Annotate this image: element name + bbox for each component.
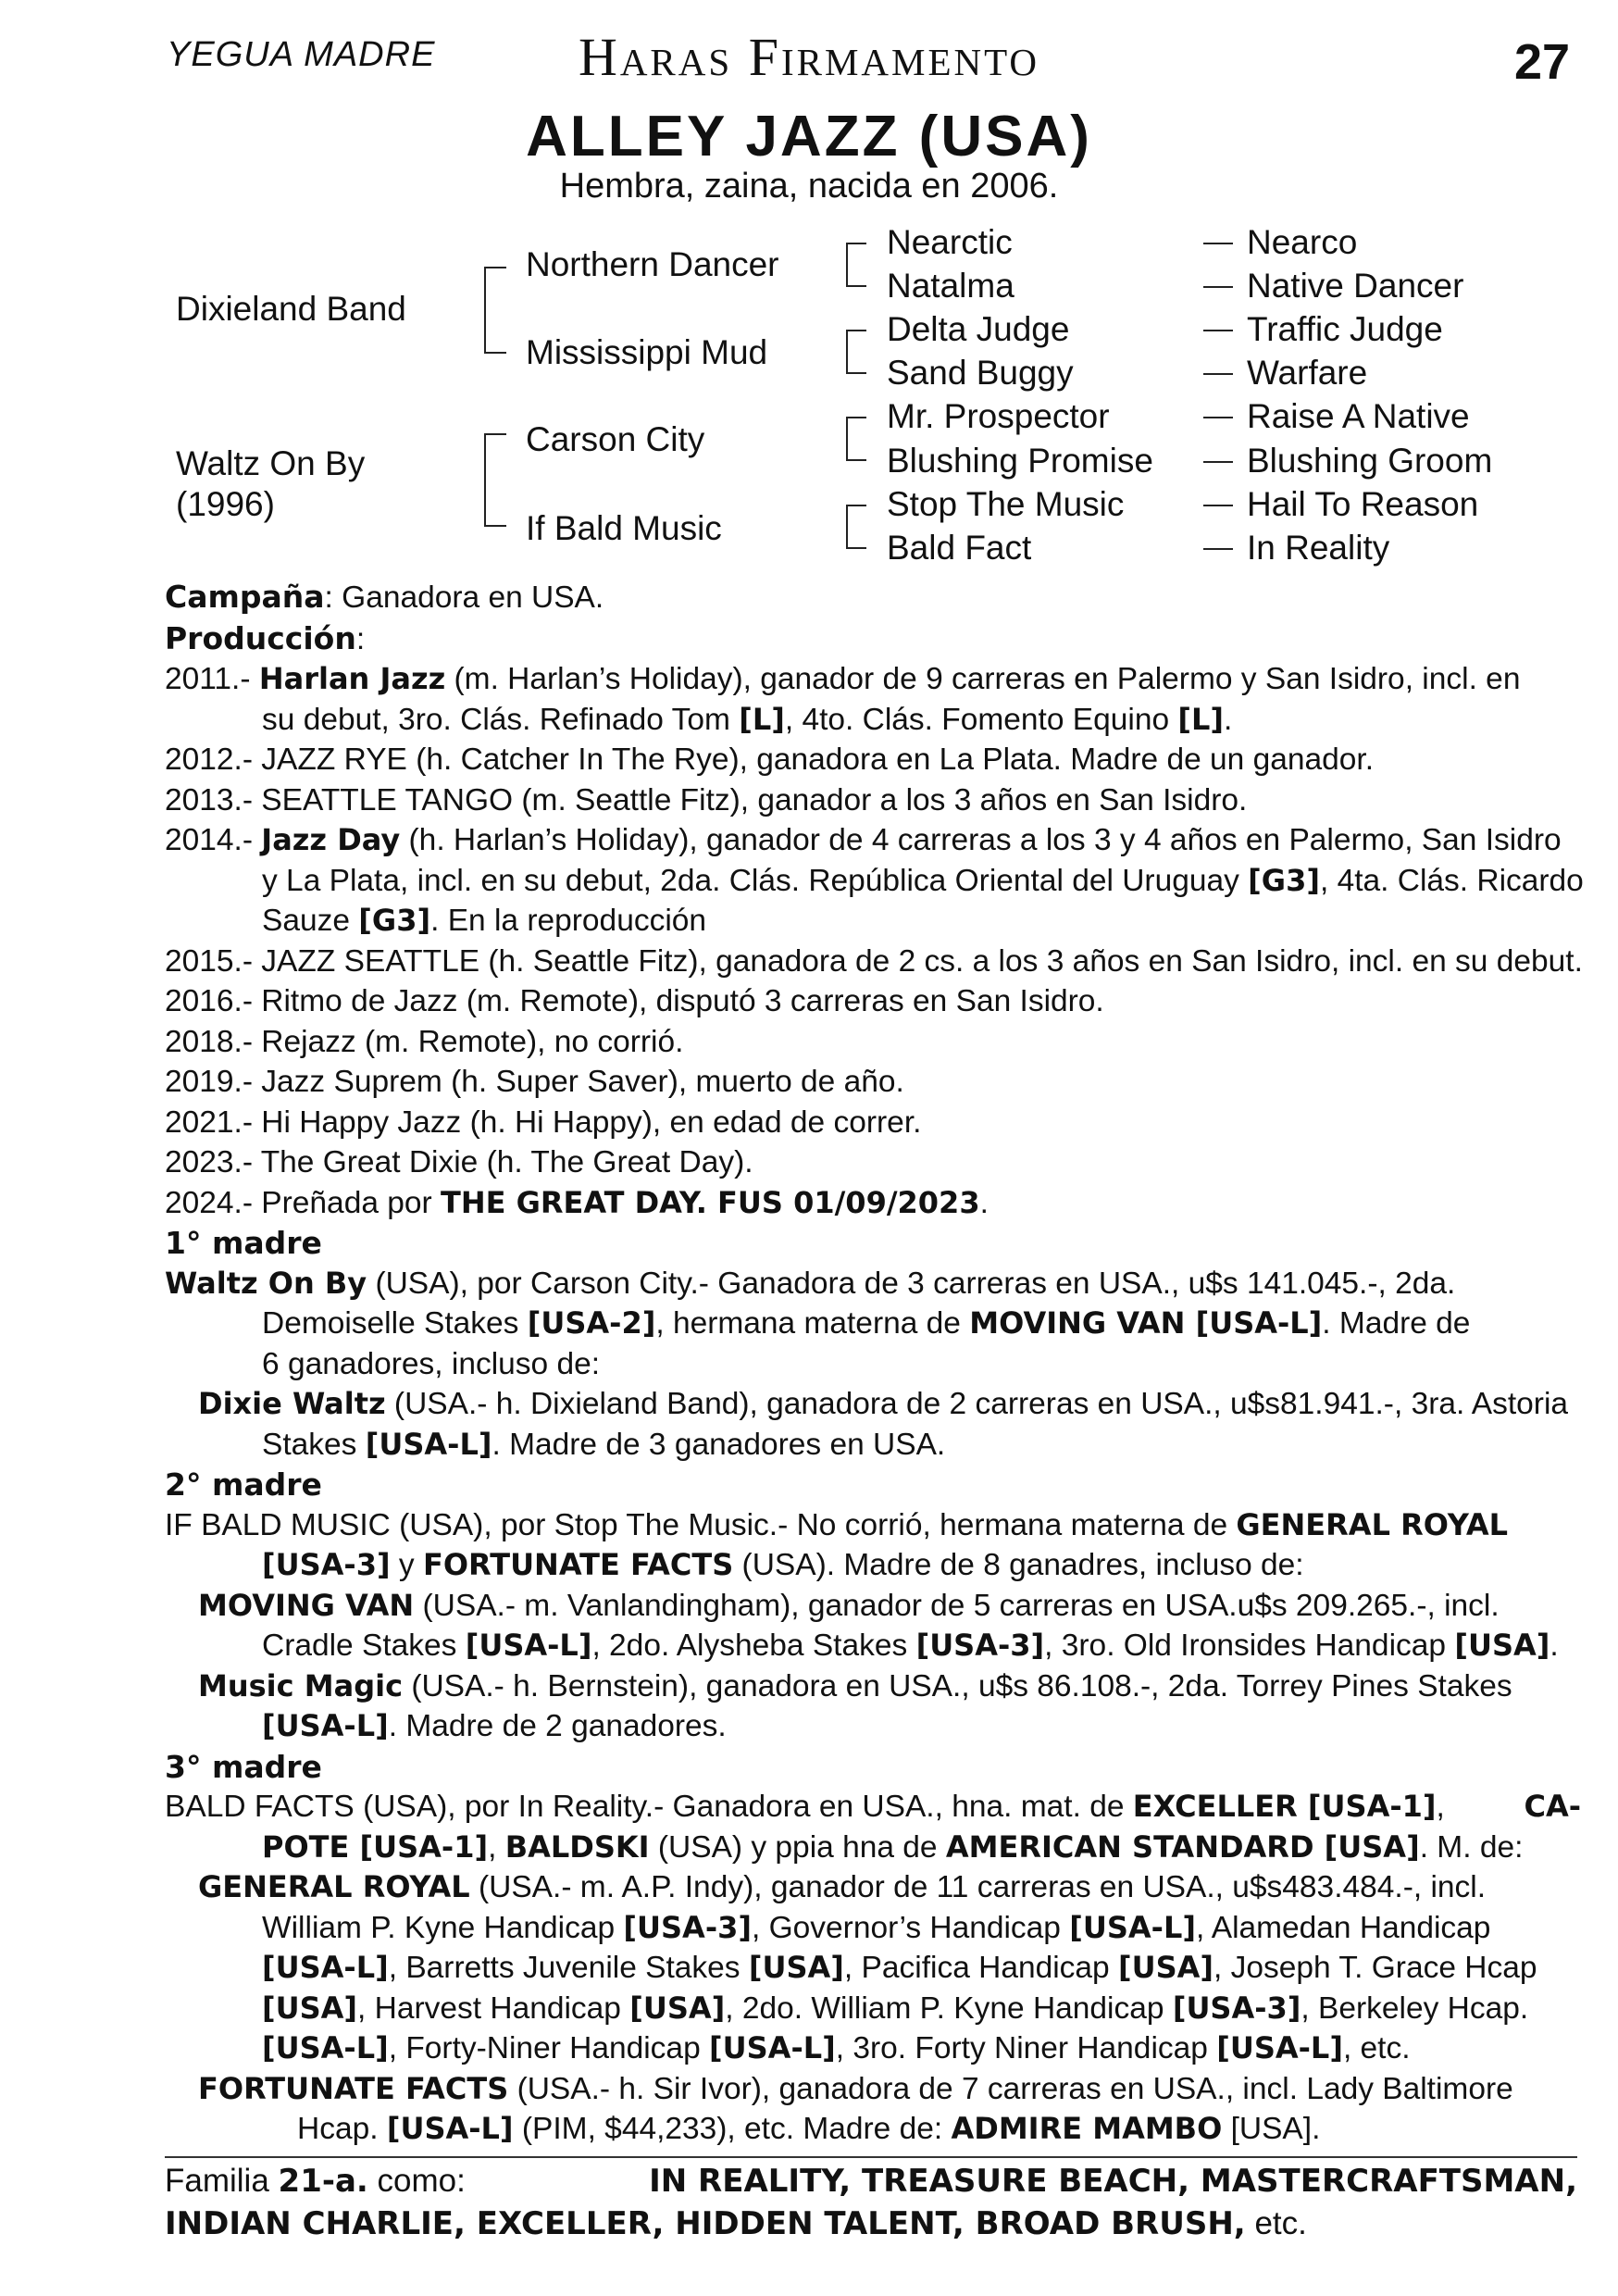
- pedigree-bracket: [846, 417, 866, 461]
- related-horse: EXCELLER [USA-1]: [1132, 1789, 1437, 1824]
- pedigree-sire: Dixieland Band: [176, 290, 406, 328]
- madre-text: BALD FACTS (USA), por In Reality.- Ganadora en USA., hna. mat. de: [165, 1790, 1133, 1824]
- offspring-text: .: [1550, 1628, 1559, 1663]
- offspring-text: Hcap.: [297, 2112, 387, 2146]
- madre-text: . M. de:: [1419, 1829, 1524, 1865]
- offspring-name: GENERAL ROYAL: [198, 1869, 470, 1904]
- pedigree-bracket: [846, 243, 866, 287]
- race-grade: [USA-L]: [365, 1426, 492, 1462]
- race-grade: [USA-3]: [623, 1909, 752, 1945]
- related-horse: AMERICAN STANDARD [USA]: [945, 1828, 1420, 1865]
- pedigree-gen2: If Bald Music: [526, 509, 722, 547]
- madre-text: . Madre de: [1322, 1306, 1471, 1341]
- pedigree-dash: [1203, 417, 1233, 418]
- offspring-name: FORTUNATE FACTS: [198, 2070, 509, 2106]
- pedigree-gen4: Native Dancer: [1247, 267, 1464, 305]
- familia-text: como:: [367, 2163, 466, 2199]
- race-grade: [USA-L]: [1216, 2030, 1343, 2065]
- madre2-line: [165, 1505, 1581, 1546]
- familia-line: [165, 2202, 1577, 2245]
- offspring-text: (PIM, $44,233), etc. Madre de:: [513, 2112, 952, 2146]
- horse-name: ALLEY JAZZ (USA): [526, 105, 1092, 168]
- offspring-text: , 3ro. Old Ironsides Handicap: [1044, 1628, 1455, 1663]
- produccion-entry-cont: [165, 861, 1584, 902]
- offspring-text: , Pacifica Handicap: [843, 1951, 1118, 1985]
- campana-line: [165, 577, 1581, 618]
- entry-text: su debut, 3ro. Clás. Refinado Tom: [262, 702, 740, 737]
- madre-text: (USA). Madre de 8 ganadres, incluso de:: [733, 1548, 1304, 1582]
- pedigree-gen3: Sand Buggy: [887, 354, 1074, 392]
- produccion-entry: 2013.- SEATTLE TANGO (m. Seattle Fitz), ganador a los 3 años en San Isidro.: [165, 782, 1248, 817]
- madre2-offspring-cont: [165, 1706, 1581, 1747]
- race-grade: [USA-3]: [262, 1547, 391, 1582]
- pedigree-bracket: [484, 433, 506, 527]
- madre-text: IF BALD MUSIC (USA), por Stop The Music.- No corrió, hermana materna de: [165, 1507, 1237, 1542]
- offspring-text: Stakes: [262, 1427, 366, 1462]
- madre3-line: [165, 1787, 1581, 1828]
- offspring-text: , Barretts Juvenile Stakes: [388, 1951, 749, 1985]
- offspring-name: Music Magic: [198, 1667, 404, 1703]
- offspring-text: , etc.: [1342, 2031, 1411, 2065]
- pedigree-dash: [1203, 373, 1233, 375]
- entry-text: (h. Harlan’s Holiday), ganador de 4 carreras a los 3 y 4 años en Palermo, San Isidro: [400, 823, 1562, 857]
- offspring-text: [USA].: [1222, 2112, 1321, 2146]
- race-grade: [USA-3]: [915, 1628, 1045, 1663]
- related-horse: CA-: [1524, 1789, 1581, 1824]
- race-grade: [L]: [739, 701, 785, 737]
- offspring-name: MOVING VAN: [198, 1587, 415, 1623]
- madre-name: Waltz On By: [165, 1265, 367, 1301]
- entry-year: 2024.- Preñada por: [165, 1185, 441, 1220]
- related-horse: ADMIRE MAMBO: [951, 2111, 1223, 2146]
- produccion-entry: [165, 659, 1581, 700]
- pedigree-gen4: Traffic Judge: [1247, 310, 1443, 348]
- produccion-entry: 2023.- The Great Dixie (h. The Great Day).: [165, 1145, 753, 1179]
- entry-year: 2014.-: [165, 823, 262, 857]
- entry-text: , 4to. Clás. Fomento Equino: [784, 702, 1178, 737]
- madre-text: y: [390, 1548, 423, 1582]
- pedigree-gen3: Delta Judge: [887, 310, 1070, 348]
- madre2-line: [165, 1545, 1581, 1586]
- pedigree-gen3: Nearctic: [887, 223, 1013, 261]
- madre3-offspring-cont: [165, 2109, 1581, 2150]
- pedigree-dash: [1203, 243, 1233, 244]
- entry-year: 2011.-: [165, 662, 259, 696]
- produccion-entry: 2018.- Rejazz (m. Remote), no corrió.: [165, 1024, 684, 1059]
- produccion-entry: 2016.- Ritmo de Jazz (m. Remote), disputó 3 carreras en San Isidro.: [165, 984, 1104, 1018]
- offspring-text: , Joseph T. Grace Hcap: [1214, 1951, 1537, 1985]
- pedigree-gen4: Raise A Native: [1247, 397, 1470, 435]
- related-horse: GENERAL ROYAL: [1236, 1506, 1509, 1542]
- footer-divider: [165, 2156, 1577, 2158]
- offspring-text: (USA.- h. Bernstein), ganadora en USA., u$s 86.108.-, 2da. Torrey Pines Stakes: [403, 1668, 1512, 1703]
- race-grade: [USA-3]: [1172, 1990, 1301, 2026]
- race-grade: [G3]: [358, 903, 431, 938]
- pedigree-gen3: Blushing Promise: [887, 442, 1153, 480]
- related-horse: FORTUNATE FACTS: [422, 1547, 734, 1582]
- madre1-offspring: [165, 1384, 1581, 1425]
- pedigree-bracket: [846, 505, 866, 549]
- familia-label: Familia: [165, 2163, 279, 2199]
- race-grade: [USA-L]: [262, 2030, 389, 2065]
- offspring-text: , Harvest Handicap: [357, 1990, 630, 2026]
- madre3-line: [165, 1828, 1581, 1868]
- campana-label: Campaña: [165, 579, 325, 615]
- offspring-text: , 2do. William P. Kyne Handicap: [725, 1990, 1173, 2026]
- offspring-text: William P. Kyne Handicap: [262, 1910, 624, 1945]
- produccion-entry: 2012.- JAZZ RYE (h. Catcher In The Rye), ganadora en La Plata. Madre de un ganador.: [165, 742, 1375, 777]
- race-grade: [USA-L]: [465, 1628, 592, 1663]
- produccion-label: Producción: [165, 619, 356, 656]
- madre3-offspring-cont: [165, 1989, 1581, 2029]
- pedigree-gen4: Nearco: [1247, 223, 1358, 261]
- madre1-offspring-cont: [165, 1425, 1581, 1466]
- familia-text: etc.: [1245, 2205, 1307, 2241]
- produccion-entry: 2021.- Hi Happy Jazz (h. Hi Happy), en edad de correr.: [165, 1104, 922, 1140]
- offspring-text: . Madre de 2 ganadores.: [388, 1709, 727, 1743]
- entry-name: Harlan Jazz: [258, 661, 446, 696]
- entry-text: (m. Harlan’s Holiday), ganador de 9 carreras en Palermo y San Isidro, incl. en: [445, 662, 1521, 696]
- produccion-entry: [165, 820, 1581, 861]
- familia-horses: IN REALITY, TREASURE BEACH, MASTERCRAFTSMAN,: [649, 2163, 1577, 2200]
- madre1-heading: 1° madre: [165, 1225, 322, 1261]
- madre3-offspring-cont: [165, 2028, 1581, 2069]
- offspring-text: . Madre de 3 ganadores en USA.: [492, 1427, 946, 1462]
- campana-text: : Ganadora en USA.: [324, 580, 604, 615]
- madre3-offspring-cont: [165, 1908, 1581, 1949]
- madre3-heading: 3° madre: [165, 1748, 322, 1785]
- pedigree-gen3: Stop The Music: [887, 485, 1125, 523]
- madre3-line-main: [165, 1787, 1445, 1828]
- entry-name: THE GREAT DAY. FUS 01/09/2023: [440, 1184, 980, 1220]
- race-grade: [USA]: [748, 1950, 844, 1985]
- familia-footer: [165, 2160, 1577, 2245]
- pedigree-gen2: Carson City: [526, 420, 705, 458]
- race-grade: [USA]: [629, 1990, 726, 2026]
- related-horse: MOVING VAN [USA-L]: [969, 1305, 1323, 1341]
- madre-text: (USA), por Carson City.- Ganadora de 3 carreras en USA., u$s 141.045.-, 2da.: [367, 1266, 1456, 1301]
- offspring-text: (USA.- h. Dixieland Band), ganadora de 2 carreras en USA., u$s81.941.-, 3ra. Astoria: [385, 1387, 1569, 1421]
- offspring-text: (USA.- m. Vanlandingham), ganador de 5 carreras en USA.u$s 209.265.-, incl.: [414, 1588, 1500, 1623]
- offspring-text: , Berkeley Hcap.: [1301, 1990, 1529, 2026]
- pedigree-dash: [1203, 505, 1233, 506]
- madre3-offspring: [165, 1867, 1581, 1908]
- pedigree-bracket: [846, 330, 866, 374]
- madre1-line: 6 ganadores, incluso de:: [262, 1346, 601, 1381]
- madre1-line: [165, 1264, 1581, 1304]
- familia-horses: INDIAN CHARLIE, EXCELLER, HIDDEN TALENT, BROAD BRUSH,: [165, 2205, 1246, 2242]
- pedigree-gen4: In Reality: [1247, 529, 1390, 567]
- race-grade: [USA]: [1454, 1628, 1550, 1663]
- madre3-offspring-cont: [165, 1948, 1581, 1989]
- madre2-heading: 2° madre: [165, 1466, 322, 1503]
- madre-text: ,: [1436, 1790, 1445, 1824]
- entry-name: Jazz Day: [261, 822, 401, 857]
- produccion-entry-cont: [165, 901, 1581, 942]
- offspring-text: (USA.- m. A.P. Indy), ganador de 11 carreras en USA., u$s483.484.-, incl.: [469, 1870, 1487, 1904]
- race-grade: [G3]: [1248, 862, 1320, 898]
- offspring-text: , 3ro. Forty Niner Handicap: [835, 2031, 1217, 2065]
- pedigree-dash: [1203, 548, 1233, 550]
- pedigree-dam-year: (1996): [176, 485, 275, 523]
- produccion-heading: [165, 618, 1581, 660]
- pedigree-bracket: [484, 267, 506, 354]
- race-grade: [USA-L]: [1069, 1909, 1196, 1945]
- produccion-entry-cont: [165, 700, 1581, 741]
- pedigree-gen4: Hail To Reason: [1247, 485, 1479, 523]
- pedigree-gen2: Mississippi Mud: [526, 333, 768, 371]
- madre-text: , hermana materna de: [655, 1306, 970, 1341]
- familia-intro: [165, 2160, 466, 2202]
- offspring-text: (USA.- h. Sir Ivor), ganadora de 7 carreras en USA., incl. Lady Baltimore: [508, 2071, 1513, 2106]
- pedigree-gen4: Blushing Groom: [1247, 442, 1493, 480]
- race-grade: [USA-L]: [386, 2111, 514, 2146]
- entry-text: Sauze: [262, 904, 359, 938]
- race-grade: [USA-2]: [527, 1305, 656, 1341]
- produccion-colon: :: [355, 621, 366, 656]
- madre2-offspring: [165, 1666, 1581, 1707]
- madre-text: Demoiselle Stakes: [262, 1306, 528, 1341]
- madre-text: ,: [488, 1829, 505, 1865]
- produccion-entry: 2015.- JAZZ SEATTLE (h. Seattle Fitz), ganadora de 2 cs. a los 3 años en San Isidro, incl. en su debut.: [165, 943, 1583, 979]
- familia-line: [165, 2160, 1577, 2202]
- madre-text: (USA) y ppia hna de: [649, 1829, 946, 1865]
- pedigree-gen3: Natalma: [887, 267, 1014, 305]
- offspring-text: , Forty-Niner Handicap: [388, 2031, 710, 2065]
- entry-text: .: [1224, 702, 1233, 737]
- offspring-text: Cradle Stakes: [262, 1628, 466, 1663]
- farm-name: Haras Firmamento: [578, 27, 1040, 87]
- entry-text: .: [979, 1185, 989, 1220]
- related-horse: BALDSKI: [504, 1828, 650, 1865]
- offspring-name: Dixie Waltz: [198, 1386, 386, 1421]
- pedigree-dash: [1203, 330, 1233, 331]
- produccion-entry: 2019.- Jazz Suprem (h. Super Saver), muerto de año.: [165, 1065, 904, 1099]
- pedigree-dash: [1203, 461, 1233, 463]
- offspring-text: , Governor’s Handicap: [751, 1910, 1070, 1945]
- related-horse: POTE [USA-1]: [262, 1828, 489, 1865]
- race-grade: [USA]: [262, 1990, 358, 2026]
- madre3-offspring: [165, 2069, 1581, 2110]
- pedigree-gen3: Bald Fact: [887, 529, 1032, 567]
- category-label: YEGUA MADRE: [167, 35, 436, 74]
- body-text: [165, 577, 1584, 2150]
- horse-description: Hembra, zaina, nacida en 2006.: [559, 167, 1059, 206]
- pedigree-gen4: Warfare: [1247, 354, 1368, 392]
- entry-text: , 4ta. Clás. Ricardo: [1319, 863, 1584, 898]
- race-grade: [USA]: [1118, 1950, 1214, 1985]
- race-grade: [L]: [1177, 701, 1225, 737]
- madre2-offspring-cont: [165, 1626, 1581, 1666]
- pedigree-dam: Waltz On By: [176, 444, 366, 482]
- offspring-text: , Alamedan Handicap: [1195, 1910, 1491, 1945]
- entry-text: . En la reproducción: [430, 904, 707, 938]
- produccion-entry: [165, 1183, 1581, 1224]
- familia-number: 21-a.: [278, 2163, 368, 2200]
- pedigree-gen2: Northern Dancer: [526, 245, 779, 283]
- offspring-text: , 2do. Alysheba Stakes: [591, 1628, 916, 1663]
- race-grade: [USA-L]: [262, 1708, 389, 1743]
- entry-text: y La Plata, incl. en su debut, 2da. Clás. República Oriental del Uruguay: [262, 863, 1249, 898]
- page-number: 27: [1514, 34, 1571, 90]
- madre1-line: [165, 1304, 1581, 1344]
- race-grade: [USA-L]: [709, 2030, 836, 2065]
- pedigree-dash: [1203, 286, 1233, 288]
- madre2-offspring: [165, 1586, 1581, 1627]
- race-grade: [USA-L]: [262, 1950, 389, 1985]
- pedigree-gen3: Mr. Prospector: [887, 397, 1110, 435]
